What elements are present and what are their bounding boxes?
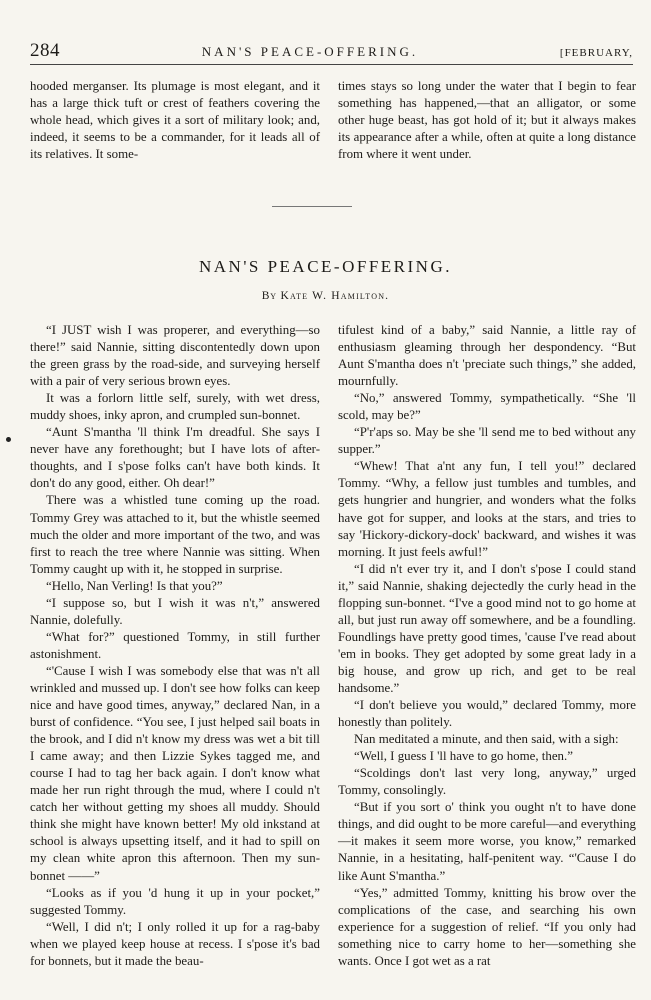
previous-article-right-column — [338, 78, 636, 163]
paragraph: “Well, I did n't; I only rolled it up for a rag-baby when we played keep house at recess. I s'pose it's bad for bonnets, but it made the beau- — [30, 919, 320, 968]
page-number: 284 — [30, 40, 60, 61]
running-title: NAN'S PEACE-OFFERING. — [201, 44, 419, 59]
paragraph: “Whew! That a'nt any fun, I tell you!” declared Tommy. “Why, a fellow just tumbles and tumbles, and gets hungrier and hungrier, and wonders what the folks have got for supper, and looks at the stars, and tries to say 'Hickory-dickory-dock' backward, and wishes it was morning. It just feels awful!” — [338, 459, 636, 559]
paragraph: “Aunt S'mantha 'll think I'm dreadful. She says I never have any forethought; but I have lots of after-thoughts, and I s'pose folks can't have both kinds. It don't do any good, either. Oh dear!” — [30, 425, 320, 491]
article-right-column — [338, 322, 636, 970]
article-left-column — [30, 322, 320, 970]
paragraph: “What for?” questioned Tommy, in still further astonishment. — [30, 629, 320, 661]
paragraph: hooded merganser. Its plumage is most elegant, and it has a large thick tuft or crest of feathers covering the whole head, which gives it a sort of military look; and, indeed, it seems to be a commander, for it leads all of its relatives. It some- — [30, 79, 320, 162]
article-title: NAN'S PEACE-OFFERING. — [199, 257, 452, 276]
paragraph: “I don't believe you would,” declared Tommy, more honestly than politely. — [338, 698, 636, 730]
issue-month: [FEBRUARY, — [559, 47, 633, 59]
paragraph: “I did n't ever try it, and I don't s'pose I could stand it,” said Nannie, shaking dejectedly the curly head in the flopping sun-bonnet. “I've a good mind not to go home at all, but just run away off somewhere, and be a foundling. Foundlings have pretty good times, 'cause I've read about 'em in books. They get adopted by some great lady in a big house, and grow up rich, and get to be real handsome.” — [338, 561, 636, 695]
paragraph: “No,” answered Tommy, sympathetically. “She 'll scold, may be?” — [338, 391, 636, 423]
paragraph: “Scoldings don't last very long, anyway,” urged Tommy, consolingly. — [338, 766, 636, 798]
paragraph: “Looks as if you 'd hung it up in your pocket,” suggested Tommy. — [30, 885, 320, 917]
paragraph: tifulest kind of a baby,” said Nannie, a little ray of enthusiasm gleaming through her despondency. “But Aunt S'mantha does n't 'preciate such things,” she added, mournfully. — [338, 323, 636, 389]
paragraph: “I JUST wish I was properer, and everything—so there!” said Nannie, sitting discontentedly down upon the green grass by the road-side, and surveying herself with a pair of very serious brown eyes. — [30, 323, 320, 389]
section-divider — [272, 206, 352, 207]
paragraph: “I suppose so, but I wish it was n't,” answered Nannie, dolefully. — [30, 595, 320, 627]
paragraph: “Hello, Nan Verling! Is that you?” — [46, 578, 223, 593]
paragraph: “But if you sort o' think you ought n't to have done things, and did ought to be more careful—and everything—it makes it seem more worse, you know,” remarked Nannie, in a hesitating, half-penitent way. “'Cause I do like Aunt S'mantha.” — [338, 800, 636, 883]
paragraph: “'Cause I wish I was somebody else that was n't all wrinkled and mussed up. I don't see how folks can keep nice and have good times, anyway,” declared Nan, in a burst of confidence. “You see, I just helped sail boats in the brook, and I did n't know my dress was wet a bit till I came away; and then Lizzie Sykes tagged me, and course I had to tag her back again. I don't know what made her run right through the mud, where I could n't catch her without getting my shoes all muddy. Should think she might have known better! My old inkstand at school is always upsetting itself, and it had to spill on my clean white apron this afternoon. Then my sun-bonnet ——” — [30, 663, 320, 883]
margin-dot — [6, 437, 11, 442]
paragraph: “P'r'aps so. May be she 'll send me to bed without any supper.” — [338, 425, 636, 457]
paragraph: “Yes,” admitted Tommy, knitting his brow over the complications of the case, and searching his own experience for a suggestion of relief. “If you only had something nice to carry home to her—something she wants. Once I got wet as a rat — [338, 885, 636, 968]
previous-article-left-column — [30, 78, 320, 163]
paragraph: Nan meditated a minute, and then said, with a sigh: — [354, 732, 619, 747]
byline — [0, 290, 651, 302]
paragraph: It was a forlorn little self, surely, with wet dress, muddy shoes, inky apron, and crumpled sun-bonnet. — [30, 391, 320, 423]
paragraph: times stays so long under the water that I begin to fear something has happened,—that an alligator, or some other huge beast, has got hold of it; but it always makes its appearance after a while, often at quite a long distance from where it went under. — [338, 79, 636, 162]
running-header — [30, 40, 633, 65]
byline-by: By — [261, 290, 277, 302]
author-name: Kate W. Hamilton. — [280, 290, 390, 302]
paragraph: There was a whistled tune coming up the road. Tommy Grey was attached to it, but the whistle seemed much the older and more important of the two, and was first to reach the tree where Nannie was sitting. When Tommy caught up with it, he stopped in surprise. — [30, 493, 320, 576]
paragraph: “Well, I guess I 'll have to go home, then.” — [354, 749, 573, 764]
